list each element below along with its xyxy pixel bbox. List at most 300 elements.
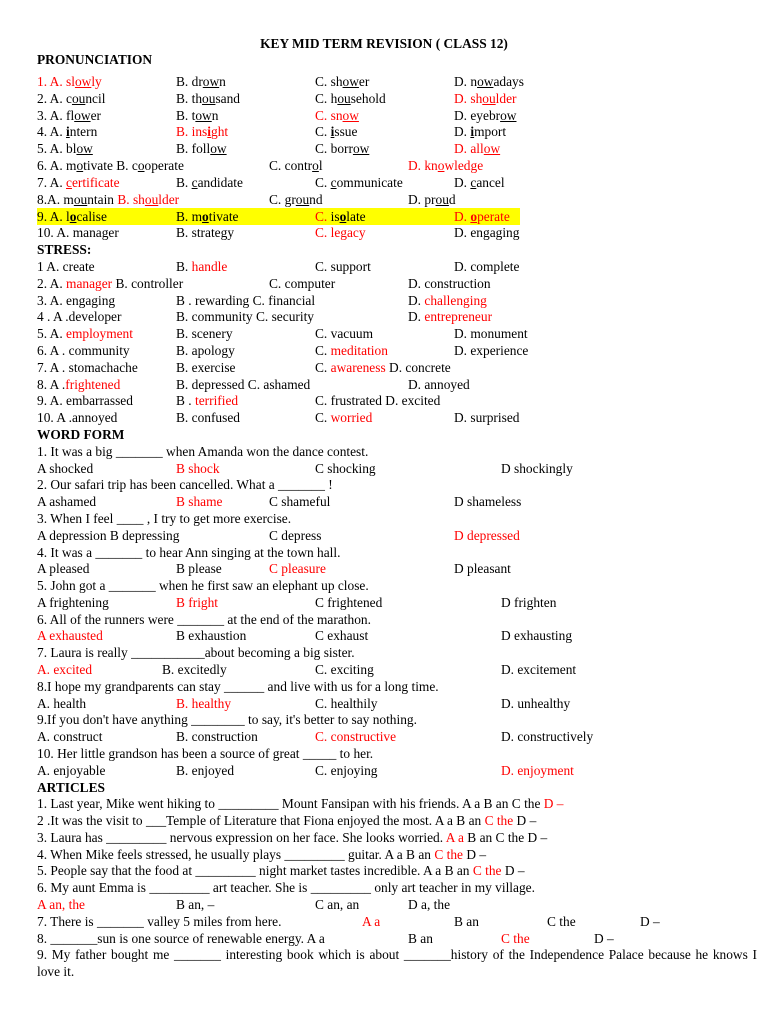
text-line [37,107,757,124]
option-cell [37,762,105,779]
text-fragment: n [211,108,219,123]
option-cell [37,308,121,325]
text-fragment: adays [493,74,524,89]
text-fragment: er [358,74,370,89]
text-fragment: B. excitedly [162,662,227,677]
text-fragment: A. construct [37,729,103,744]
text-fragment: tivate [208,209,239,224]
option-cell [37,325,133,342]
option-cell [176,460,220,477]
option-cell [176,90,240,107]
text-fragment: D. pr [408,192,436,207]
text-fragment: B. exercise [176,360,236,375]
articles-question-9: 9. My father bought me _______ interesting book which is about _______history of the Independence Palace because he knows I love it. [37,947,757,979]
option-cell [176,107,218,124]
text-line [37,930,757,947]
text-fragment: C. constructive [315,729,397,744]
text-fragment: ght [211,124,229,139]
text-fragment: B. apology [176,343,235,358]
option-cell [176,174,243,191]
text-line [37,359,757,376]
text-fragment: 3. A. fl [37,108,75,123]
text-fragment: D a, the [408,897,451,912]
underlined-letters: c [470,175,477,190]
option-cell [162,661,227,678]
option-cell [408,308,492,325]
option-cell [37,611,371,628]
text-fragment: D. construction [408,276,491,291]
text-line [37,73,757,90]
option-cell [454,174,505,191]
text-fragment: D. complete [454,259,520,274]
text-line [37,325,757,342]
underlined-letters: c [191,175,198,190]
option-cell [315,342,388,359]
option-cell [315,627,368,644]
option-cell [176,493,223,510]
text-fragment: is [330,209,340,224]
text-fragment: 7. [37,175,50,190]
underlined-letters: o [470,209,478,224]
option-cell [315,762,378,779]
option-cell [269,560,326,577]
text-line [37,644,757,661]
text-line [37,913,757,930]
text-fragment: C. [315,175,331,190]
option-cell [176,728,258,745]
underlined-letters: ou [295,192,310,207]
text-line [37,308,757,325]
option-cell [37,123,97,140]
option-cell [315,325,373,342]
text-line [37,795,757,812]
text-fragment: C. healthily [315,696,378,711]
text-fragment: A ashamed [37,494,97,509]
option-cell [315,73,369,90]
option-cell [37,812,536,829]
text-fragment: C. [315,124,331,139]
text-fragment: 3. Laura has _________ nervous expression on her face. She looks worried. [37,830,446,845]
text-fragment: wledge [444,158,484,173]
text-fragment: C shocking [315,461,376,476]
text-line [37,493,757,510]
option-cell [269,527,321,544]
text-line [37,476,757,493]
underlined-letters: o [339,209,347,224]
text-fragment: C. [315,343,331,358]
text-fragment: D shockingly [501,461,573,476]
text-fragment: B. construction [176,729,258,744]
text-fragment: C. vacuum [315,326,374,341]
underlined-letters: c [66,175,72,190]
text-line [37,577,757,594]
option-cell [37,258,95,275]
text-fragment: ancel [476,175,505,190]
option-cell [408,191,456,208]
text-fragment: C the [501,931,530,946]
option-cell [315,661,374,678]
text-fragment: A. enjoyable [37,763,106,778]
text-fragment: C. borr [315,141,353,156]
text-line [37,695,757,712]
option-cell [37,191,179,208]
option-cell [37,930,325,947]
option-cell [454,224,519,241]
text-fragment: late [346,209,366,224]
text-fragment: A shocked [37,461,94,476]
text-fragment: C exhaust [315,628,369,643]
option-cell [37,157,184,174]
underlined-letters: i [470,124,475,139]
option-cell [37,896,85,913]
option-cell [408,157,483,174]
text-fragment: D. constructively [501,729,594,744]
text-line [37,711,757,728]
option-cell [176,292,315,309]
text-line [37,762,757,779]
option-cell [37,527,179,544]
text-fragment: 6. All of the runners were _______ at the end of the marathon. [37,612,371,627]
text-fragment: C the [484,813,514,828]
text-fragment: 2. A. c [37,91,72,106]
text-fragment: C pleasure [269,561,326,576]
option-cell [454,325,528,342]
text-fragment: 2. A. [37,276,67,291]
option-cell [37,140,93,157]
text-fragment: D pleasant [454,561,511,576]
text-fragment: D. excitement [501,662,577,677]
text-fragment: D. [454,124,471,139]
text-fragment: C. computer [269,276,336,291]
option-cell [176,392,238,409]
option-cell [176,762,234,779]
text-fragment: 8. _______sun is one source of renewable energy. A a [37,931,325,946]
text-fragment: sehold [350,91,386,106]
text-fragment: B. th [176,91,203,106]
text-fragment: C depress [269,528,322,543]
text-fragment: C. [315,410,331,425]
section-heading-stress: STRESS: [37,242,92,257]
option-cell [454,913,479,930]
text-fragment: A. health [37,696,87,711]
text-fragment: B. ins [176,124,208,139]
text-fragment: 1. Last year, Mike went hiking to _________ Mount Fansipan with his friends. A a B an C the [37,796,544,811]
option-cell [37,879,535,896]
option-cell [37,73,102,90]
text-fragment: A an, the [37,897,85,912]
text-fragment: 9. A. embarrassed [37,393,133,408]
option-cell [37,711,417,728]
option-cell [176,258,227,275]
text-fragment: awareness [330,360,386,375]
option-cell [37,829,547,846]
text-line [37,829,757,846]
text-fragment: 4. When Mike feels stressed, he usually plays _________ guitar. A a B an [37,847,435,862]
option-cell [315,392,440,409]
text-fragment: meditation [330,343,388,358]
underlined-letters: ow [195,108,212,123]
text-fragment: lder [495,91,517,106]
text-fragment: B . [176,393,195,408]
section-heading-pronunciation: PRONUNCIATION [37,52,153,67]
text-fragment: C. [315,360,331,375]
text-fragment: A exhausted [37,628,103,643]
text-fragment: D frighten [501,595,557,610]
option-cell [37,795,564,812]
option-cell [408,292,487,309]
text-fragment: D. unhealthy [501,696,571,711]
option-cell [37,443,368,460]
option-cell [176,140,227,157]
option-cell [176,896,214,913]
text-fragment: D – [543,796,564,811]
option-cell [37,661,92,678]
text-fragment: 3. When I feel ____ , I try to get more exercise. [37,511,292,526]
text-fragment: ertificate [71,175,120,190]
text-fragment: B. m [176,209,203,224]
text-fragment: 4. It was a _______ to hear Ann singing at the town hall. [37,545,341,560]
text-fragment: D – [594,931,614,946]
text-fragment: D shameless [454,494,522,509]
text-fragment: C. h [315,91,338,106]
text-line [37,224,757,241]
option-cell [454,73,524,90]
text-fragment: nd [309,192,323,207]
option-cell [408,275,491,292]
text-fragment: D – [462,847,487,862]
text-fragment: C. exciting [315,662,374,677]
option-cell [315,90,386,107]
text-fragment: D. sh [454,91,483,106]
text-line [37,896,757,913]
option-cell [37,627,103,644]
text-fragment: terrified [194,393,239,408]
text-fragment: D. enjoyment [501,763,574,778]
text-fragment: 6. A . community [37,343,130,358]
option-cell [176,594,218,611]
text-fragment: 4 . A .developer [37,309,122,324]
underlined-letters: ow [202,74,220,89]
text-fragment: A. [49,175,67,190]
text-line [37,157,757,174]
text-fragment: D exhausting [501,628,573,643]
text-line [37,812,757,829]
text-fragment: mport [474,124,507,139]
text-fragment: C frightened [315,595,383,610]
text-line [37,376,757,393]
option-cell [37,376,120,393]
text-fragment: D. [454,209,471,224]
text-fragment: D. engaging [454,225,520,240]
text-line [37,560,757,577]
text-fragment: ommunicate [336,175,403,190]
text-fragment: 10. A. manager [37,225,119,240]
section-heading-word-form: WORD FORM [37,427,125,442]
option-cell [176,376,310,393]
text-line [37,292,757,309]
text-fragment: D – [640,914,660,929]
option-cell [37,275,183,292]
option-cell [37,913,281,930]
text-fragment: D. n [454,74,478,89]
text-fragment: ncil [85,91,106,106]
text-line [37,527,757,544]
option-cell [594,930,614,947]
text-fragment: D. [408,309,425,324]
text-fragment: ntain [87,192,118,207]
option-cell [315,258,371,275]
option-cell [176,627,246,644]
text-fragment: 8.A. m [37,192,74,207]
text-fragment: D depressed [454,528,520,543]
underlined-letters: i [66,124,70,139]
text-fragment: B. [176,259,192,274]
text-line [37,879,757,896]
underlined-letters: ou [202,91,216,106]
underlined-letters: ou [435,192,449,207]
text-fragment: 8. A . [37,377,66,392]
text-fragment: B. healthy [176,696,232,711]
text-fragment: 5. A. [37,326,67,341]
text-fragment: C the [434,847,463,862]
underlined-letters: ow [352,141,370,156]
text-fragment: 1. It was a big _______ when Amanda won the dance contest. [37,444,369,459]
option-cell [37,392,133,409]
option-cell [269,275,335,292]
text-fragment: B. sh [117,192,145,207]
text-line [37,460,757,477]
option-cell [315,460,376,477]
underlined-letters: o [76,158,84,173]
underlined-letters: ou [73,192,88,207]
option-cell [454,258,519,275]
underlined-letters: ou [144,192,159,207]
option-cell [315,594,382,611]
text-fragment: A a [445,830,464,845]
text-fragment: D. concrete [385,360,451,375]
text-fragment: C. gr [269,192,296,207]
text-fragment: B. controller [112,276,184,291]
text-fragment: 2 .It was the visit to ___Temple of Literature that Fiona enjoyed the most. A a B an [37,813,485,828]
text-line [37,661,757,678]
text-fragment: 10. A .annoyed [37,410,118,425]
text-line [37,728,757,745]
text-line [37,745,757,762]
text-fragment: 1. A. sl [37,74,75,89]
text-fragment: D – [501,863,525,878]
text-fragment: B shock [176,461,220,476]
text-fragment: 2. Our safari trip has been cancelled. What a _______ ! [37,477,333,492]
option-cell [547,913,576,930]
text-line [37,544,757,561]
option-cell [315,174,403,191]
underlined-letters: i [330,124,335,139]
text-fragment: D. experience [454,343,529,358]
option-cell [176,308,314,325]
text-fragment: perate [477,209,510,224]
text-fragment: 7. A . stomachache [37,360,138,375]
text-fragment: 5. People say that the food at _________ night market tastes incredible. A a B an [37,863,473,878]
option-cell [315,107,359,124]
option-cell [37,510,291,527]
text-fragment: d [448,192,456,207]
text-fragment: B shame [176,494,223,509]
text-fragment: C. enjoying [315,763,378,778]
underlined-letters: ow [342,74,359,89]
text-fragment: C shameful [269,494,331,509]
text-fragment: ntern [69,124,98,139]
text-line [37,342,757,359]
text-line [37,208,520,225]
option-cell [454,208,510,225]
text-fragment: 9.If you don't have anything ________ to say, it's better to say nothing. [37,712,417,727]
text-fragment: D. annoyed [408,377,470,392]
option-cell [37,460,93,477]
text-fragment: C. [315,209,331,224]
text-fragment: A pleased [37,561,90,576]
text-fragment: B an C the D – [463,830,548,845]
underlined-letters: ou [482,91,496,106]
text-fragment: calise [76,209,107,224]
text-fragment: manager [66,276,113,291]
text-fragment: D. monument [454,326,528,341]
text-fragment: 3. A. engaging [37,293,116,308]
text-line [37,846,757,863]
option-cell [37,862,525,879]
option-cell [37,174,120,191]
option-cell [501,695,570,712]
option-cell [37,107,101,124]
text-fragment: A depression B depressing [37,528,180,543]
text-fragment: challenging [424,293,487,308]
underlined-letters: ow [342,108,359,123]
option-cell [269,157,323,174]
option-cell [37,678,439,695]
text-line [37,123,757,140]
underlined-letters: ow [74,108,91,123]
option-cell [176,409,240,426]
option-cell [454,409,519,426]
text-fragment: D. kn [408,158,438,173]
option-cell [37,90,105,107]
option-cell [501,594,556,611]
underlined-letters: o [437,158,445,173]
text-fragment: employment [66,326,133,341]
section-heading-articles: ARTICLES [37,780,105,795]
option-cell [37,493,96,510]
text-fragment: lder [158,192,180,207]
text-line [37,678,757,695]
option-cell [37,544,340,561]
text-fragment: B. dr [176,74,203,89]
text-fragment: B. enjoyed [176,763,235,778]
text-fragment: er [90,108,101,123]
option-cell [176,224,234,241]
option-cell [454,107,516,124]
text-fragment: D – [513,813,537,828]
option-cell [176,359,236,376]
option-cell [315,208,366,225]
text-line [37,174,757,191]
text-fragment: B . rewarding C. financial [176,293,316,308]
text-fragment: B. foll [176,141,211,156]
text-line [37,409,757,426]
underlined-letters: ow [483,141,501,156]
text-fragment: D. surprised [454,410,520,425]
underlined-letters: ow [76,141,93,156]
option-cell [640,913,660,930]
text-fragment: ly [91,74,102,89]
